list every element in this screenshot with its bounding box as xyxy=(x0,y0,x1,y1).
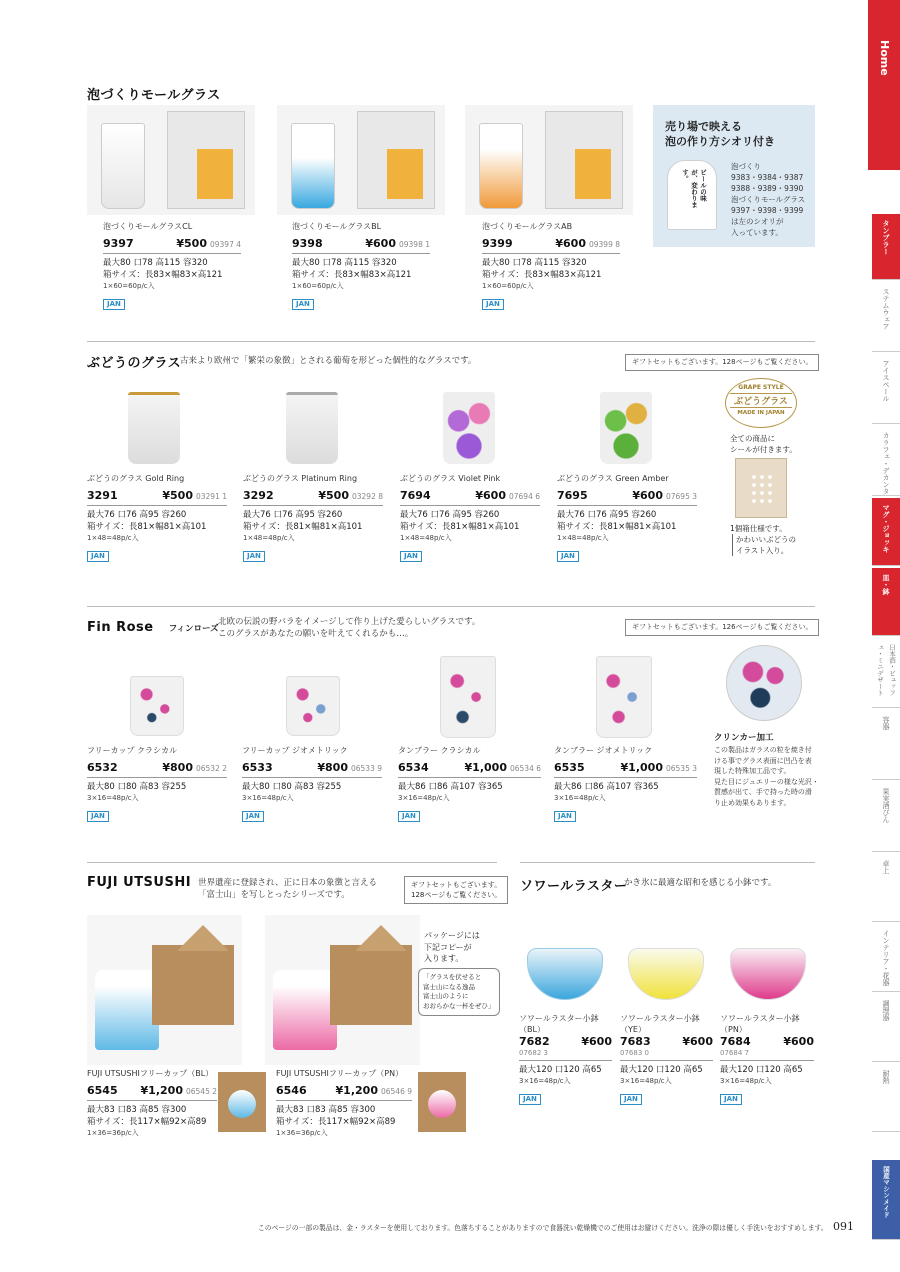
side-tab-fruit-liquor[interactable]: 果実酒びん xyxy=(872,782,900,852)
product-name: フリーカップ ジオメトリック xyxy=(242,746,348,755)
product-price: ¥600 xyxy=(783,1035,814,1048)
product-name: FUJI UTSUSHIフリーカップ（PN） xyxy=(276,1069,404,1078)
product-spec: 最大83 口83 高85 容300 xyxy=(276,1105,376,1115)
pack-qty: 1×60=60p/c入 xyxy=(103,282,155,290)
product-spec: 最大86 口86 高107 容365 xyxy=(554,782,659,792)
gift-box-image-6545 xyxy=(218,1072,266,1132)
pack-qty: 1×48=48p/c入 xyxy=(400,534,452,542)
product-7684 xyxy=(720,1013,814,1105)
product-image-6532 xyxy=(122,672,192,740)
product-spec: 最大76 口76 高95 容260 xyxy=(400,510,500,520)
jan-badge: JAN xyxy=(400,551,422,562)
jan-badge: JAN xyxy=(87,811,109,822)
pack-qty: 1×36=36p/c入 xyxy=(276,1129,328,1137)
product-spec: 最大120 口120 高65 xyxy=(519,1065,602,1075)
side-tab-plate[interactable]: 皿・鉢 xyxy=(872,568,900,636)
footer-note: このページの一部の製品は、金・ラスターを使用しております。色落ちすることがありますので食器洗い乾燥機でのご使用はお避けください。洗浄の際は優しく手洗いをおすすめします。 xyxy=(258,1224,828,1232)
product-name: タンブラー クラシカル xyxy=(398,746,481,755)
jan-badge: JAN xyxy=(103,299,125,310)
product-spec: 最大83 口83 高85 容300 xyxy=(87,1105,187,1115)
product-code: 6534 xyxy=(398,761,429,774)
product-code: 3292 xyxy=(243,489,274,502)
gift-box-image-6546 xyxy=(418,1072,466,1132)
jan-code: 03291 1 xyxy=(195,492,227,501)
product-code: 9399 xyxy=(482,237,513,250)
product-name: ソワールラスター小鉢 xyxy=(720,1014,800,1023)
product-code: 7694 xyxy=(400,489,431,502)
jan-code: 07694 6 xyxy=(508,492,540,501)
page-number: 091 xyxy=(833,1220,854,1233)
product-name: ソワールラスター小鉢 xyxy=(620,1014,700,1023)
package-quote: 「グラスを伏せると 富士山になる逸品 富士山のように おおらかな一杯をぜひ」 xyxy=(418,968,500,1016)
jan-badge: JAN xyxy=(292,299,314,310)
product-price: ¥500 xyxy=(176,237,207,250)
pack-qty: 3×16=48p/c入 xyxy=(720,1077,772,1085)
jan-code: 09397 4 xyxy=(209,240,241,249)
box-size: 箱サイズ：長117×幅92×高89 xyxy=(87,1117,207,1127)
divider xyxy=(87,862,497,863)
pack-qty: 3×16=48p/c入 xyxy=(87,794,139,802)
product-6535 xyxy=(554,745,697,822)
side-tab-tabletop[interactable]: 卓上 xyxy=(872,854,900,922)
clinker-text: この製品はガラスの粒を焼き付 ける事でグラス表面に凹凸を表 現した特殊加工品です。 見た目にジュエリーの様な光沢・ 質感が出て、手で持った時の滑 り止め効果もあります。 xyxy=(714,746,819,807)
product-name: ぶどうのグラス Platinum Ring xyxy=(243,474,358,483)
product-7683 xyxy=(620,1013,713,1105)
section-title-awa: 泡づくりモールグラス xyxy=(87,88,221,103)
product-image-3292 xyxy=(276,388,346,468)
pack-qty: 3×16=48p/c入 xyxy=(554,794,606,802)
product-9398 xyxy=(292,221,430,310)
product-price: ¥1,000 xyxy=(620,761,663,774)
pack-qty: 3×16=48p/c入 xyxy=(519,1077,571,1085)
product-name: FUJI UTSUSHIフリーカップ（BL） xyxy=(87,1069,214,1078)
product-image-6546 xyxy=(265,915,420,1065)
section-title-finrose: Fin Rose フィンローズ xyxy=(87,620,219,635)
product-spec: 最大76 口76 高95 容260 xyxy=(87,510,187,520)
pack-qty: 1×60=60p/c入 xyxy=(482,282,534,290)
grape-seal: GRAPE STYLE ぶどうグラス MADE IN JAPAN xyxy=(725,378,797,428)
divider xyxy=(87,606,815,607)
side-tab-container[interactable]: 容器 xyxy=(872,710,900,780)
product-image-6534 xyxy=(432,652,504,742)
jan-badge: JAN xyxy=(242,811,264,822)
product-price: ¥600 xyxy=(555,237,586,250)
product-9399 xyxy=(482,221,620,310)
jan-badge: JAN xyxy=(398,811,420,822)
product-6532 xyxy=(87,745,227,822)
product-code: 7682 xyxy=(519,1035,550,1048)
product-code: 3291 xyxy=(87,489,118,502)
product-code: 6532 xyxy=(87,761,118,774)
jan-code: 07684 7 xyxy=(720,1049,749,1057)
bookmark-image: ビールの味が、変わります。 xyxy=(667,160,717,230)
jan-badge: JAN xyxy=(87,551,109,562)
product-name: 泡づくりモールグラスAB xyxy=(482,222,573,231)
product-spec: 最大80 口78 高115 容320 xyxy=(103,258,208,268)
product-spec: 最大76 口76 高95 容260 xyxy=(557,510,657,520)
product-image-9397 xyxy=(87,105,255,215)
clinker-image xyxy=(726,645,802,721)
side-tab-stemware[interactable]: ステムウェア xyxy=(872,282,900,352)
product-price: ¥600 xyxy=(365,237,396,250)
box-size: 箱サイズ：長83×幅83×高121 xyxy=(292,270,412,280)
product-price: ¥1,200 xyxy=(140,1084,183,1097)
promo-box xyxy=(653,105,815,247)
jan-code: 06535 3 xyxy=(665,764,697,773)
product-3292 xyxy=(243,473,383,562)
product-6534 xyxy=(398,745,541,822)
product-image-9399 xyxy=(465,105,633,215)
jan-code: 06532 2 xyxy=(195,764,227,773)
section-title-grape: ぶどうのグラス xyxy=(87,356,182,371)
jan-code: 07695 3 xyxy=(665,492,697,501)
product-name: ぶどうのグラス Gold Ring xyxy=(87,474,185,483)
side-tab-domestic[interactable]: 国産マシンメイド xyxy=(872,1160,900,1240)
side-tab-tumbler[interactable]: タンブラー xyxy=(872,214,900,280)
clinker-title: クリンカー加工 xyxy=(714,733,774,743)
jan-code: 07682 3 xyxy=(519,1049,548,1057)
product-price: ¥800 xyxy=(317,761,348,774)
product-variant: （YE） xyxy=(620,1025,646,1034)
pack-qty: 3×16=48p/c入 xyxy=(398,794,450,802)
product-6546 xyxy=(276,1068,412,1138)
jan-badge: JAN xyxy=(554,811,576,822)
package-note: パッケージには 下記コピーが 入ります。 xyxy=(424,931,480,963)
home-tab[interactable]: Home xyxy=(868,0,900,170)
jan-badge: JAN xyxy=(557,551,579,562)
pack-qty: 3×16=48p/c入 xyxy=(620,1077,672,1085)
jan-code: 03292 8 xyxy=(351,492,383,501)
product-code: 9397 xyxy=(103,237,134,250)
product-price: ¥500 xyxy=(318,489,349,502)
product-3291 xyxy=(87,473,227,562)
product-price: ¥600 xyxy=(632,489,663,502)
side-tab-cookware[interactable]: 調理器 xyxy=(872,994,900,1062)
product-variant: （PN） xyxy=(720,1025,747,1034)
product-6545 xyxy=(87,1068,217,1138)
product-image-6545 xyxy=(87,915,242,1065)
product-name: 泡づくりモールグラスBL xyxy=(292,222,382,231)
product-price: ¥800 xyxy=(162,761,193,774)
product-price: ¥1,200 xyxy=(335,1084,378,1097)
promo-title: 売り場で映える 泡の作り方シオリ付き xyxy=(665,120,775,148)
pack-qty: 1×48=48p/c入 xyxy=(87,534,139,542)
gift-note: ギフトセットもございます。 128ページもご覧ください。 xyxy=(404,876,508,904)
product-code: 6533 xyxy=(242,761,273,774)
pack-qty: 1×48=48p/c入 xyxy=(243,534,295,542)
section-title-fuji: FUJI UTSUSHI xyxy=(87,875,192,890)
product-spec: 最大80 口80 高83 容255 xyxy=(87,782,187,792)
jan-code: 06546 9 xyxy=(380,1087,412,1096)
product-code: 7683 xyxy=(620,1035,651,1048)
product-9397 xyxy=(103,221,241,310)
product-image-7694 xyxy=(433,388,503,468)
product-spec: 最大86 口86 高107 容365 xyxy=(398,782,503,792)
product-code: 7695 xyxy=(557,489,588,502)
divider xyxy=(520,862,815,863)
product-name: フリーカップ クラシカル xyxy=(87,746,177,755)
promo-text: 泡づくり 9383・9384・9387 9388・9389・9390 泡づくりモールグラス 9397・9398・9399 は左のシオリが 入っています。 xyxy=(731,162,806,237)
divider xyxy=(87,341,815,342)
product-spec: 最大120 口120 高65 xyxy=(620,1065,703,1075)
product-spec: 最大80 口78 高115 容320 xyxy=(482,258,587,268)
gift-box-image xyxy=(735,458,787,518)
product-image-7684 xyxy=(720,940,815,1008)
product-7682 xyxy=(519,1013,612,1105)
product-image-6533 xyxy=(278,672,348,740)
product-name: ぶどうのグラス Violet Pink xyxy=(400,474,501,483)
box-size: 箱サイズ：長117×幅92×高89 xyxy=(276,1117,396,1127)
pack-qty: 1×48=48p/c入 xyxy=(557,534,609,542)
side-tab-interior[interactable]: インテリア・花器 xyxy=(872,924,900,992)
product-spec: 最大80 口78 高115 容320 xyxy=(292,258,397,268)
jan-badge: JAN xyxy=(519,1094,541,1105)
box-size: 箱サイズ：長81×幅81×高101 xyxy=(400,522,520,532)
product-7694 xyxy=(400,473,540,562)
jan-badge: JAN xyxy=(620,1094,642,1105)
section-desc: かき氷に最適な昭和を感じる小鉢です。 xyxy=(624,878,777,888)
product-6533 xyxy=(242,745,382,822)
product-spec: 最大76 口76 高95 容260 xyxy=(243,510,343,520)
box-size: 箱サイズ：長83×幅83×高121 xyxy=(482,270,602,280)
side-tab-ice-pail[interactable]: アイスペール xyxy=(872,354,900,424)
pack-qty: 1×60=60p/c入 xyxy=(292,282,344,290)
product-image-7683 xyxy=(618,940,713,1008)
product-image-9398 xyxy=(277,105,445,215)
product-image-3291 xyxy=(118,388,188,468)
product-spec: 最大80 口80 高83 容255 xyxy=(242,782,342,792)
side-tab-sake[interactable]: 日本酒・ビュッフェ・ミニデザート xyxy=(872,638,900,708)
jan-code: 06545 2 xyxy=(185,1087,217,1096)
product-price: ¥1,000 xyxy=(464,761,507,774)
box-size: 箱サイズ：長83×幅83×高121 xyxy=(103,270,223,280)
side-tab-mug[interactable]: マグ・ジョッキ xyxy=(872,498,900,566)
product-code: 9398 xyxy=(292,237,323,250)
section-desc: 北欧の伝説の野バラをイメージして作り上げた愛らしいグラスです。 このグラスがあなたの願いを叶えてくれるかも…。 xyxy=(218,617,481,639)
jan-badge: JAN xyxy=(243,551,265,562)
jan-badge: JAN xyxy=(482,299,504,310)
product-code: 6535 xyxy=(554,761,585,774)
product-name: タンブラー ジオメトリック xyxy=(554,746,653,755)
product-7695 xyxy=(557,473,697,562)
box-size: 箱サイズ：長81×幅81×高101 xyxy=(87,522,207,532)
section-title-soir: ソワールラスター xyxy=(520,879,628,894)
product-code: 7684 xyxy=(720,1035,751,1048)
product-name: ぶどうのグラス Green Amber xyxy=(557,474,669,483)
gift-note: ギフトセットもございます。126ページもご覧ください。 xyxy=(625,619,819,636)
product-image-7695 xyxy=(590,388,660,468)
jan-code: 09398 1 xyxy=(398,240,430,249)
pack-qty: 1×36=36p/c入 xyxy=(87,1129,139,1137)
product-price: ¥600 xyxy=(475,489,506,502)
box-size: 箱サイズ：長81×幅81×高101 xyxy=(557,522,677,532)
jan-code: 06533 9 xyxy=(350,764,382,773)
gift-note: ギフトセットもございます。128ページもご覧ください。 xyxy=(625,354,819,371)
jan-code: 07683 0 xyxy=(620,1049,649,1057)
side-tab-carafe[interactable]: カラフェ・デカンタ xyxy=(872,426,900,496)
jan-code: 06534 6 xyxy=(509,764,541,773)
product-code: 6545 xyxy=(87,1084,118,1097)
product-price: ¥600 xyxy=(682,1035,713,1048)
product-name: 泡づくりモールグラスCL xyxy=(103,222,193,231)
product-price: ¥600 xyxy=(581,1035,612,1048)
box-note: 1個箱仕様です。 かわいいぶどうの イラスト入り。 xyxy=(730,524,796,555)
section-desc: 古来より欧州で「繁栄の象徴」とされる葡萄を形どった個性的なグラスです。 xyxy=(180,356,477,366)
product-code: 6546 xyxy=(276,1084,307,1097)
pack-qty: 3×16=48p/c入 xyxy=(242,794,294,802)
product-image-6535 xyxy=(588,652,660,742)
seal-note: 全ての商品に シールが付きます。 xyxy=(730,434,797,454)
box-size: 箱サイズ：長81×幅81×高101 xyxy=(243,522,363,532)
product-spec: 最大120 口120 高65 xyxy=(720,1065,803,1075)
product-variant: （BL） xyxy=(519,1025,545,1034)
jan-code: 09399 8 xyxy=(588,240,620,249)
product-price: ¥500 xyxy=(162,489,193,502)
side-tab-heat-resistant[interactable]: 耐熱 xyxy=(872,1064,900,1132)
product-image-7682 xyxy=(517,940,612,1008)
section-desc: 世界遺産に登録され、正に日本の象徴と言える 「富士山」を写しとったシリーズです。 xyxy=(198,878,378,900)
product-name: ソワールラスター小鉢 xyxy=(519,1014,599,1023)
jan-badge: JAN xyxy=(720,1094,742,1105)
